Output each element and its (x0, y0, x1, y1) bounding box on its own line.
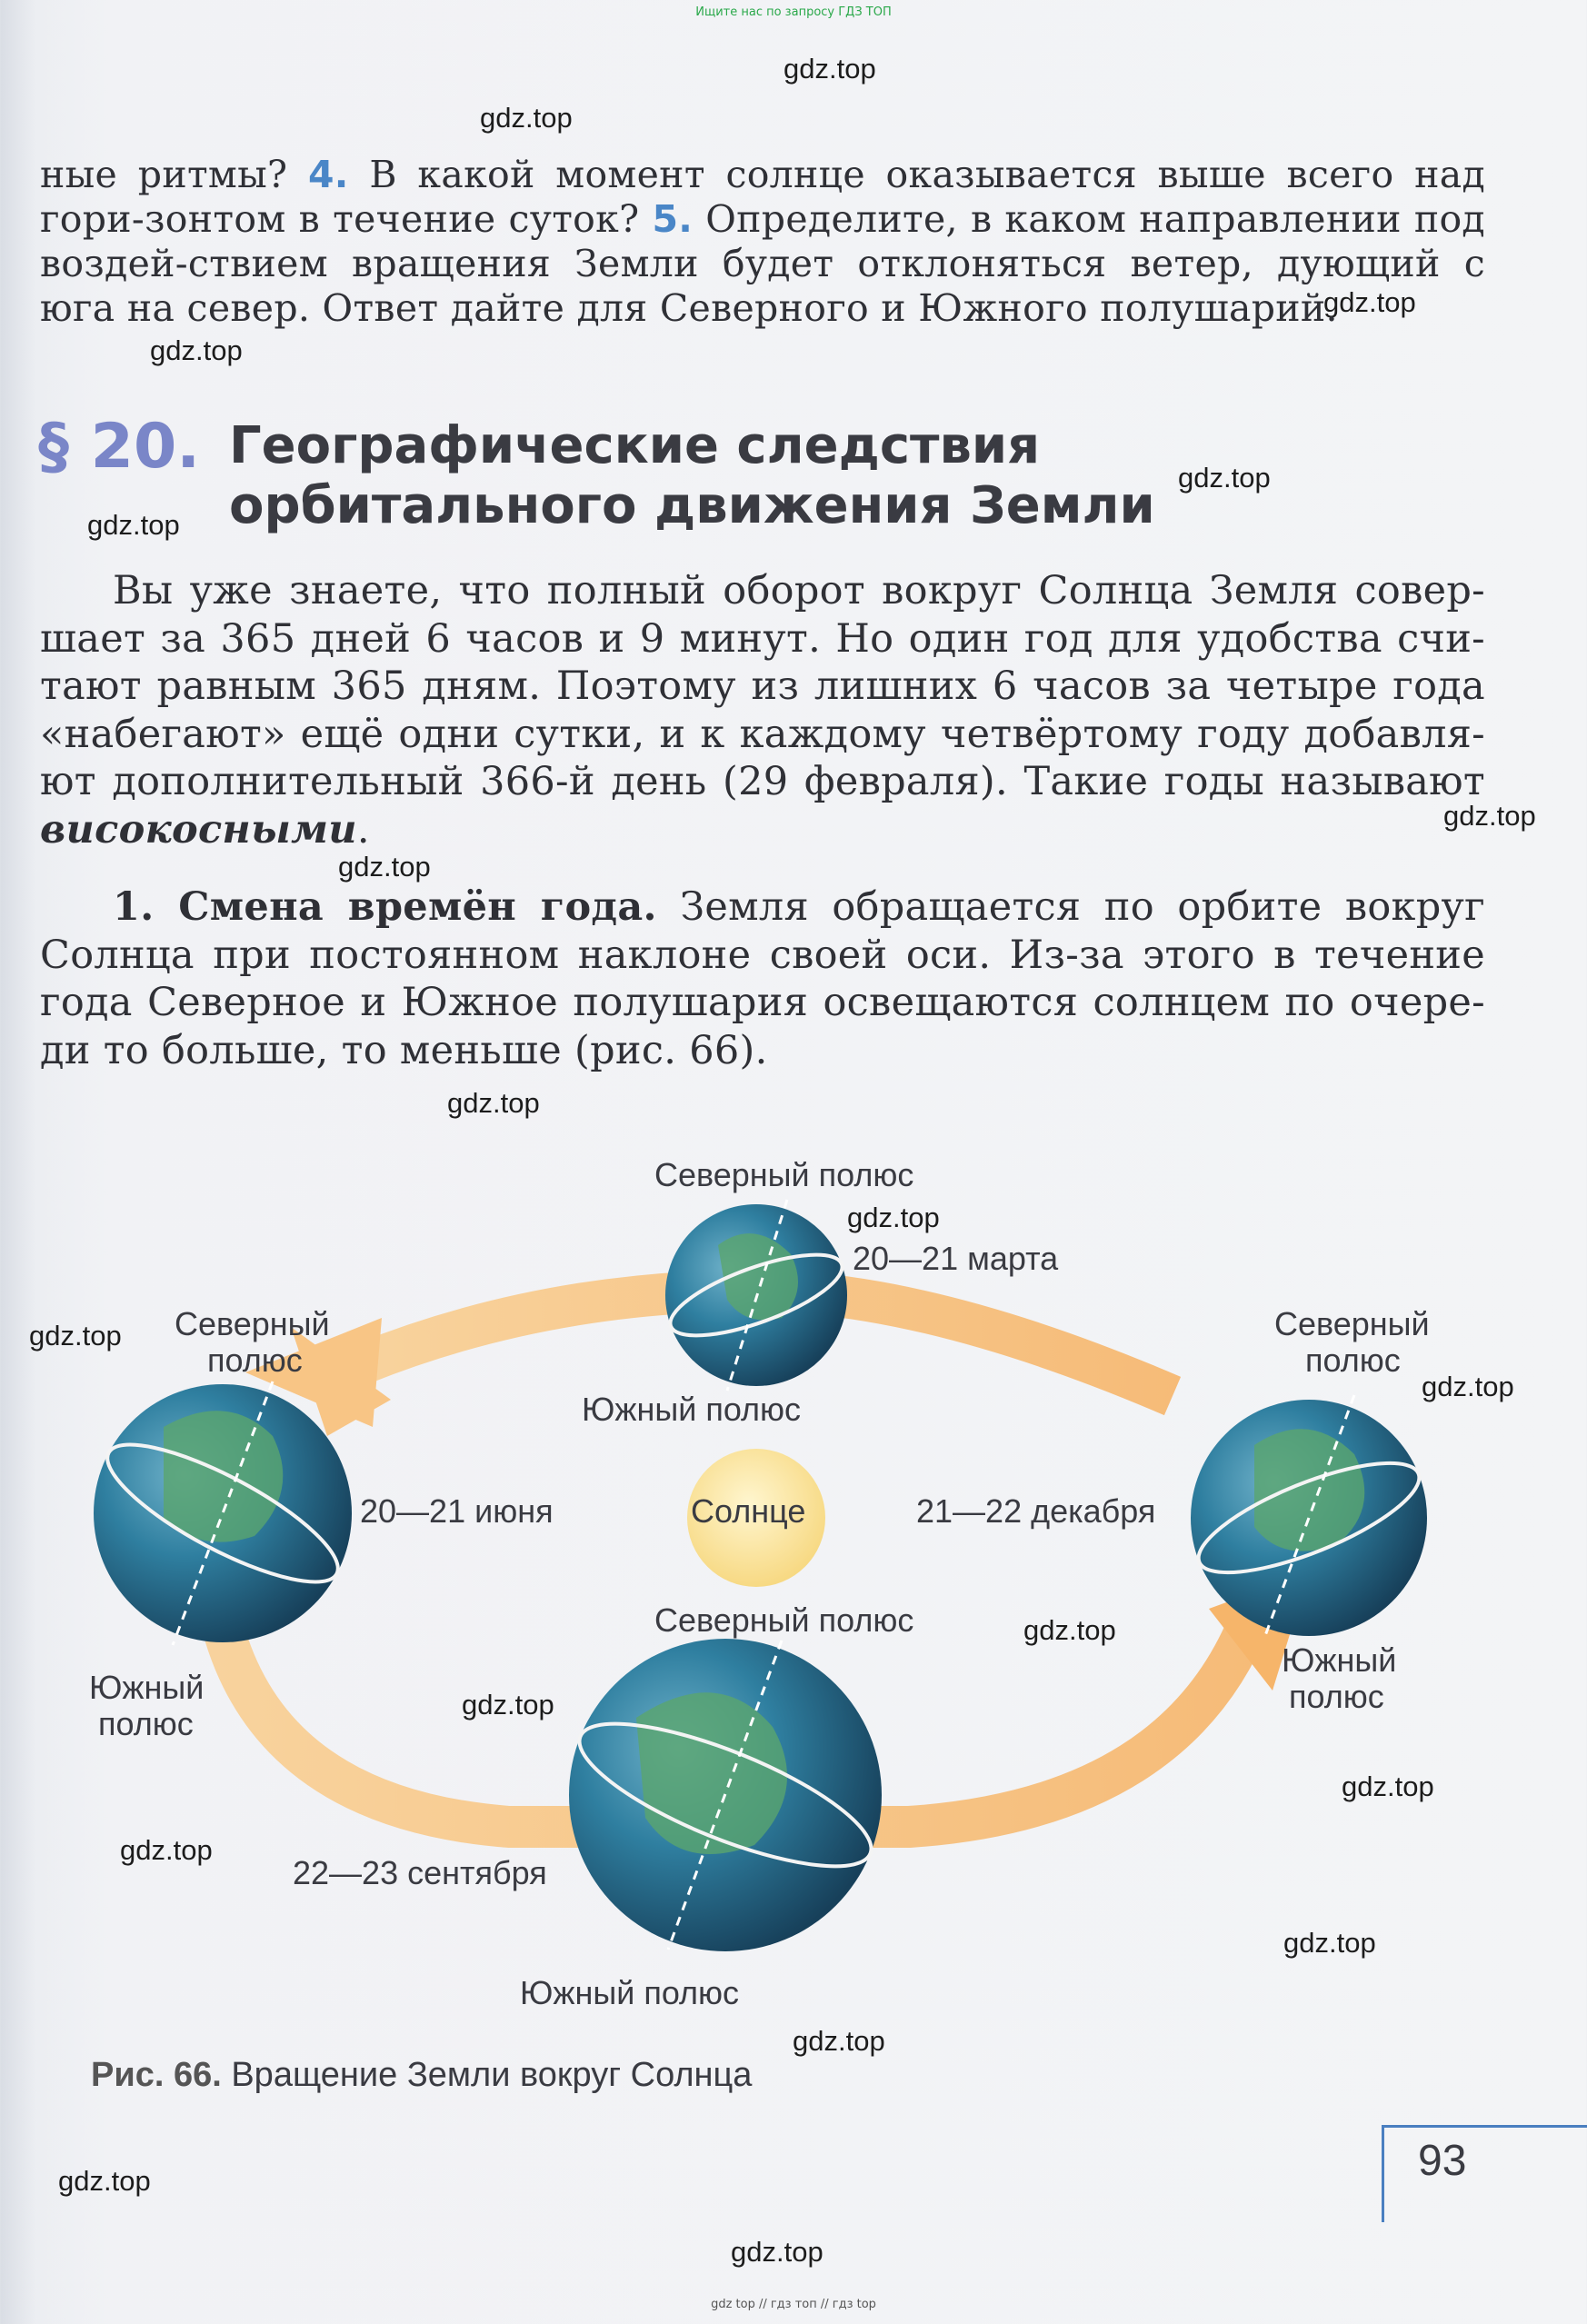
watermark: gdz.top (120, 1834, 213, 1866)
label-south-pole: Южный (1282, 1641, 1397, 1679)
watermark: gdz.top (462, 1689, 554, 1721)
watermark: gdz.top (447, 1087, 540, 1119)
globe-june (92, 1381, 354, 1645)
label-date-june: 20—21 июня (360, 1492, 554, 1530)
intro-questions (40, 153, 1485, 331)
figure-caption (91, 2056, 752, 2095)
label-south-pole: полюс (98, 1705, 194, 1742)
paragraph-text: Вы уже знаете, что полный оборот вокруг Солнца Земля совер-шает за 365 дней 6 часов и 9 минут. Но один год для удобства счи-тают равным 365 дням. Поэтому из лишних 6 часов за четыре года «набегают» ещё одни сутки, и к каждому четвёртому году добавля-ют дополнительный 366-й день (29 февраля). Такие годы называют (40, 568, 1485, 804)
label-date-december: 21—22 декабря (916, 1492, 1156, 1530)
watermark: gdz.top (793, 2025, 885, 2057)
intro-text: Определите, в каком направлении под воздей-ствием вращения Земли будет отклоняться ветер, дующий с юга на север. Ответ дайте для Северного и Южного полушарий. (40, 197, 1485, 330)
paragraph-text: Земля обращается по орбите вокруг Солнца при постоянном наклоне своей оси. Из-за этого в течение года Северное и Южное полушария освещаются солнцем по очере-ди то больше, то меньше (рис. 66). (40, 884, 1485, 1073)
watermark: gdz.top (29, 1320, 122, 1352)
label-south-pole: Южный (89, 1669, 205, 1706)
paragraph (40, 567, 1485, 853)
footer-note: gdz top // гдз топ // гдз top (711, 2298, 876, 2311)
label-north-pole: Северный (175, 1305, 330, 1342)
paragraph (40, 883, 1485, 1074)
orbit-figure (0, 1136, 1587, 2054)
page-number-box (1382, 2125, 1587, 2222)
watermark: gdz.top (150, 334, 243, 366)
watermark: gdz.top (1323, 286, 1416, 318)
globe-march (662, 1200, 851, 1391)
watermark: gdz.top (784, 53, 876, 85)
section-title-line: Географические следствия (229, 416, 1041, 475)
watermark: gdz.top (1178, 462, 1271, 494)
label-date-september: 22—23 сентября (293, 1854, 547, 1891)
paragraph-text: . (356, 806, 370, 853)
label-north-pole: полюс (1305, 1342, 1401, 1379)
label-north-pole: Северный полюс (654, 1156, 914, 1193)
watermark: gdz.top (58, 2165, 151, 2197)
section-number: § 20. (38, 411, 201, 483)
section-title (229, 416, 1155, 536)
watermark: gdz.top (480, 102, 573, 134)
caption-text: Вращение Земли вокруг Солнца (221, 2056, 753, 2094)
watermark: gdz.top (847, 1202, 940, 1233)
watermark: gdz.top (338, 851, 431, 883)
watermark: gdz.top (1023, 1614, 1116, 1646)
label-sun: Солнце (691, 1492, 806, 1530)
watermark: gdz.top (1283, 1927, 1376, 1959)
watermark: gdz.top (1422, 1371, 1514, 1402)
label-north-pole: Северный (1274, 1305, 1430, 1342)
intro-text: В какой момент солнце оказывается выше всего над гори-зонтом в течение суток? (40, 153, 1485, 241)
label-south-pole: Южный полюс (582, 1391, 802, 1428)
globe-september (564, 1639, 887, 1951)
label-south-pole: Южный полюс (520, 1974, 740, 2011)
subsection-heading: 1. Смена времён года. (113, 884, 657, 930)
page-number: 93 (1418, 2137, 1467, 2185)
section-title-line: орбитального движения Земли (229, 476, 1155, 535)
label-date-march: 20—21 марта (853, 1240, 1059, 1277)
watermark: gdz.top (1342, 1770, 1434, 1802)
caption-label: Рис. 66. (91, 2056, 222, 2094)
watermark: gdz.top (87, 509, 180, 541)
watermark: gdz.top (731, 2236, 823, 2268)
question-number: 5. (652, 197, 694, 241)
label-north-pole: полюс (207, 1342, 303, 1379)
term-leap-years: високосными (40, 806, 357, 853)
header-note: Ищите нас по запросу ГДЗ ТОП (695, 5, 892, 19)
watermark: gdz.top (1443, 800, 1536, 832)
intro-text: ные ритмы? (40, 153, 308, 196)
label-north-pole: Северный полюс (654, 1601, 914, 1639)
label-south-pole: полюс (1289, 1678, 1384, 1715)
question-number: 4. (307, 153, 349, 196)
